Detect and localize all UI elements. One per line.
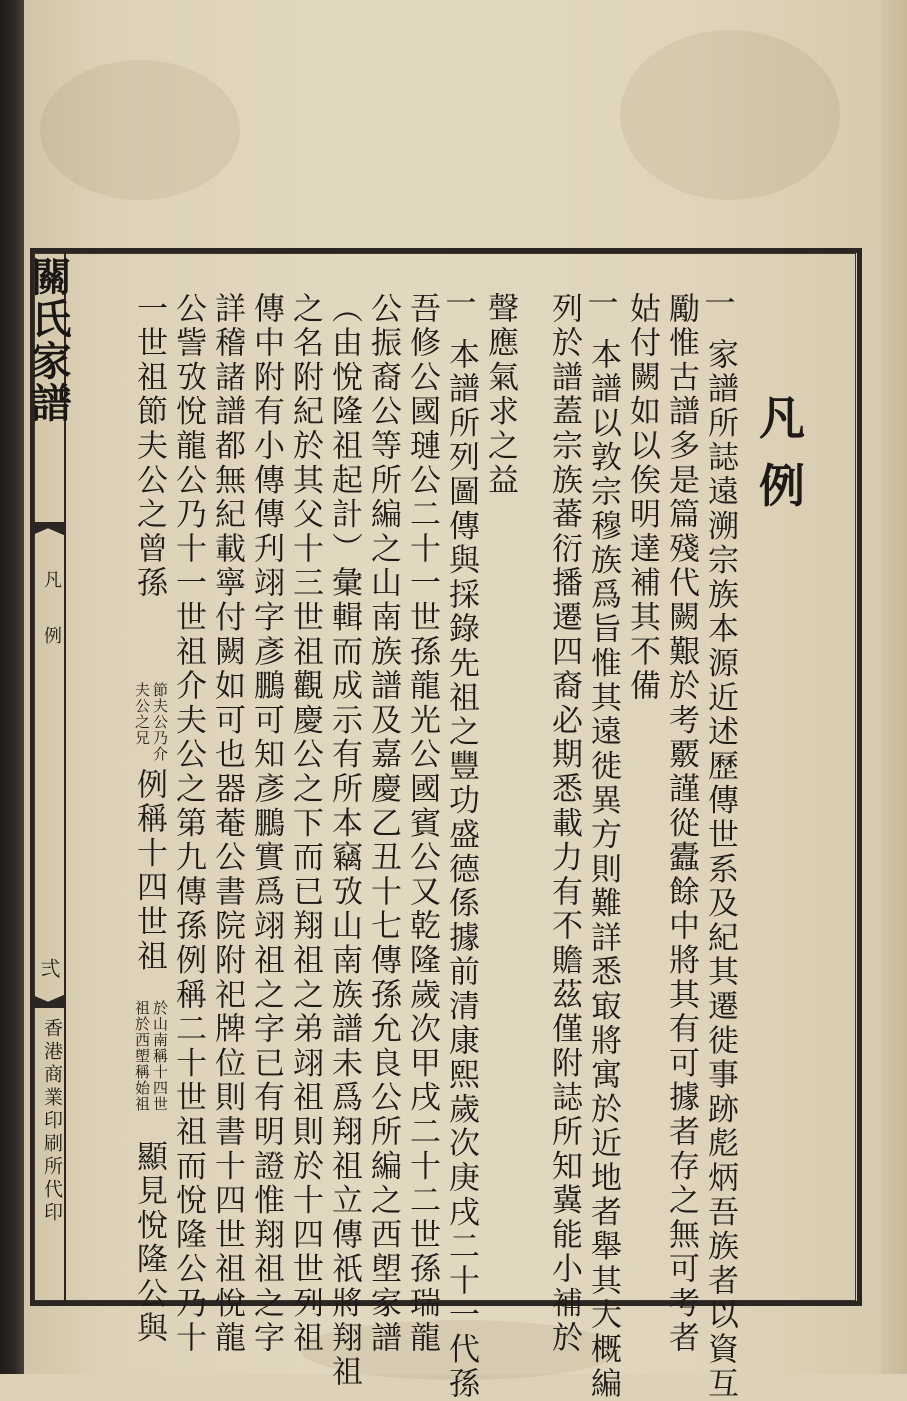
text-column: 詳稽諸譜都無紀載寧付闕如可也器菴公書院附祀牌位則書十四世祖悅龍 [209, 292, 245, 1356]
bullet-mark: 一 [445, 286, 477, 322]
inline-note-line: 於山南稱十四世 [151, 1000, 169, 1112]
book-title: 關氏家譜 [25, 256, 72, 424]
text-column: （由悅隆祖起計）彙輯而成示有所本竊攷山南族譜未爲翔祖立傳祇將翔祖 [326, 292, 362, 1390]
text-column: 姑付闕如以俟明達補其不備 [624, 292, 660, 704]
inline-note-line: 節夫公乃介 [151, 682, 169, 762]
text-column: 本譜所列圖傳與採錄先祖之豐功盛德係據前清康熙歲次庚戌二十一代孫 [443, 338, 479, 1401]
paper-stain [620, 30, 840, 200]
text-column: 公振裔公等所編之山南族譜及嘉慶乙丑十七傳孫允良公所編之西塱家譜 [365, 292, 401, 1356]
paper-stain [40, 60, 240, 200]
bullet-mark: 一 [704, 286, 736, 322]
heading-char: 凡 [759, 391, 805, 445]
text-column: 吾修公國璉公二十一世孫龍光公國賓公又乾隆歲次甲戌二十二世孫瑞龍 [404, 292, 440, 1356]
bullet-mark: 一 [587, 286, 619, 322]
text-column: 聲應氣求之益 [482, 292, 518, 498]
text-column: 家譜所誌遠溯宗族本源近述歷傳世系及紀其遷徙事跡彪炳吾族者以資互 [702, 338, 738, 1401]
text-column: 勵惟古譜多是篇殘代闕艱於考覈謹從蠹餘中將其有可據者存之無可考者 [663, 292, 699, 1356]
text-column: 本譜以敦宗穆族爲旨惟其遠徙異方則難詳悉㝡將寓於近地者舉其大概編 [585, 338, 621, 1401]
section-label: 凡 例 [41, 570, 62, 654]
printer-imprint: 香港商業印刷所代印 [41, 1018, 63, 1225]
inline-note-line: 夫公之兄 [133, 682, 151, 746]
text-column: 一世祖節夫公之曾孫 [131, 292, 167, 601]
text-column: 之名附紀於其父十三世祖觀慶公之下而已翔祖之弟翊祖則於十四世列祖 [287, 292, 323, 1356]
page-number: 弍 [37, 958, 61, 978]
book-spine [0, 0, 24, 1374]
text-column: 顯見悅隆公與 [131, 1140, 167, 1346]
page-edge [881, 0, 907, 1374]
inline-note-line: 祖於西塱稱始祖 [133, 1000, 151, 1112]
inline-note [132, 1000, 168, 1140]
heading-char: 例 [759, 459, 805, 513]
text-column: 列於譜蓋宗族蕃衍播遷四裔必期悉載力有不贍茲僅附誌所知冀能小補於 [546, 292, 582, 1356]
text-column: 公訾攷悅龍公乃十一世祖介夫公之第九傳孫例稱二十世祖而悅隆公乃十 [170, 292, 206, 1356]
text-column: 傳中附有小傳傳刋翊字彥鵬可知彥鵬實爲翊祖之字已有明證惟翔祖之字 [248, 292, 284, 1356]
inline-note [132, 682, 168, 774]
text-column: 例稱十四世祖 [131, 768, 167, 974]
